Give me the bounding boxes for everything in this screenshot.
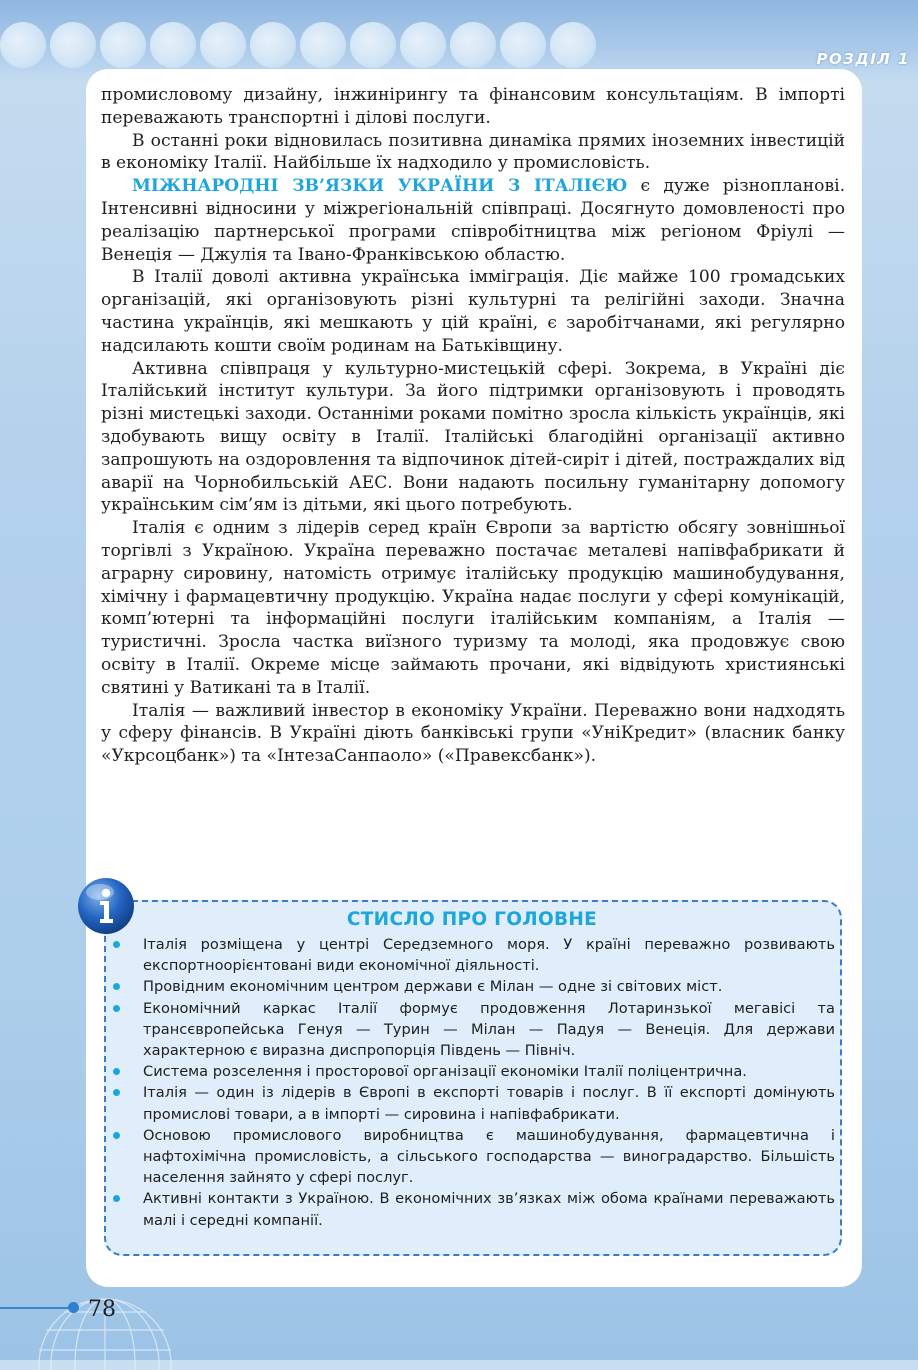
section-label: РОЗДІЛ 1 [816, 50, 910, 68]
summary-title: СТИСЛО ПРО ГОЛОВНЕ [346, 909, 598, 930]
paragraph: В останні роки відновилась позитивна динаміка прямих іноземних інвестицій в економіку Італії. Найбільше їх надходило у промисловість. [101, 130, 845, 174]
paragraph: Активна співпраця у культурно-мистецькій сфері. Зокрема, в Україні діє Італійський інститут культури. За його підтримки організовують і проводять різні мистецькі заходи. Останніми роками помітно зросла кількість українців, які здобувають вищу освіту в Італії. Італійські благодійні організації активно запрошують на оздоровлення та відпочинок дітей-сиріт і дітей, постраждалих від аварії на Чорнобильській АЕС. Вони надають посильну гуманітарну допомогу українським сім’ям із дітьми, які цього потребують. [101, 358, 845, 516]
summary-item: Провідним економічним центром держави є Мілан — одне зі світових міст. [113, 976, 835, 997]
paragraph [101, 175, 845, 266]
summary-item: Італія — один із лідерів в Європі в експорті товарів і послуг. В її експорті домінують промислові товари, а в імпорті — сировина і напівфабрикати. [113, 1082, 835, 1124]
bullet-icon [113, 983, 120, 990]
decorative-circles [0, 22, 600, 66]
summary-item: Економічний каркас Італії формує продовження Лотаринзької мегавісі та трансєвропейська Генуя — Турин — Мілан — Падуя — Венеція. Для держави характерною є виразна диспропорція Південь — Північ. [113, 998, 835, 1062]
bullet-icon [113, 1195, 120, 1202]
section-heading-inline: МІЖНАРОДНІ ЗВ’ЯЗКИ УКРАЇНИ З ІТАЛІЄЮ [132, 176, 628, 197]
page-number-rule [0, 1307, 72, 1309]
paragraph: Італія — важливий інвестор в економіку України. Переважно вони надходять у сферу фінансів. В Україні діють банківські групи «УніКредит» (власник банку «Укрсоцбанк») та «ІнтезаСанпаоло» («Правексбанк»). [101, 700, 845, 767]
summary-item: Система розселення і просторової організації економіки Італії поліцентрична. [113, 1061, 835, 1082]
bullet-icon [113, 1132, 120, 1139]
summary-list [113, 934, 835, 1231]
paragraph: промисловому дизайну, інжинірингу та фінансовим консультаціям. В імпорті переважають транспортні і ділові послуги. [101, 85, 845, 128]
summary-item: Активні контакти з Україною. В економічних зв’язках між обома країнами переважають малі і середні компанії. [113, 1188, 835, 1230]
info-icon [76, 876, 136, 936]
summary-item: Італія розміщена у центрі Середземного моря. У країні переважно розвивають експортноорієнтовані види економічної діяльності. [113, 934, 835, 976]
bullet-icon [113, 941, 120, 948]
paragraph: Італія є одним з лідерів серед країн Європи за вартістю обсягу зовнішньої торгівлі з Україною. Україна переважно постачає металеві напівфабрикати й аграрну сировину, натомість отримує італійську продукцію машинобудування, хімічну і фармацевтичну продукцію. Україна надає послуги у сфері комунікацій, комп’ютерні та інформаційні послуги італійським компаніям, а Італія — туристичні. Зросла частка виїзного туризму та молоді, яка продовжує свою освіту в Італії. Окреме місце займають прочани, які відвідують християнські святині у Ватикані та в Італії. [101, 518, 845, 698]
header-band [0, 0, 918, 80]
paragraph: В Італії доволі активна українська імміграція. Діє майже 100 громадських організацій, які організовують різні культурні та релігійні заходи. Значна частина українців, які мешкають у цій країні, є заробітчанами, які регулярно надсилають кошти своїм родинам на Батьківщину. [101, 267, 845, 356]
bullet-icon [113, 1005, 120, 1012]
bullet-icon [113, 1068, 120, 1075]
bullet-icon [113, 1089, 120, 1096]
summary-item: Основою промислового виробництва є машинобудування, фармацевтична і нафтохімічна промисловість, а сільського господарства — виноградарство. Більшість населення зайнято у сфері послуг. [113, 1125, 835, 1189]
page-marker-dot [68, 1302, 79, 1313]
page-number: 78 [88, 1297, 116, 1322]
paragraph-text: є дуже різнопланові. Інтенсивні відносини у міжрегіональній співпраці. Досягнуто домовленості про реалізацію партнерської програми співробітництва між регіоном Фріулі — Венеція — Джулія та Івано-Франківською областю. [101, 176, 846, 265]
main-text [101, 84, 845, 768]
